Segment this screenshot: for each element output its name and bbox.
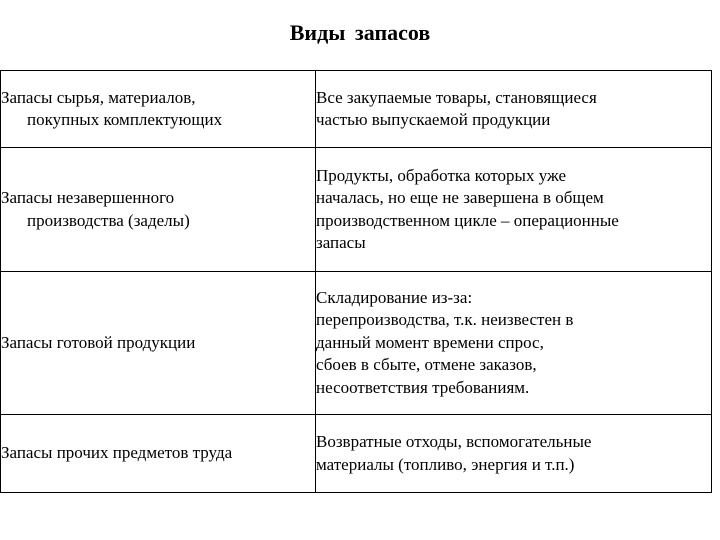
cell-line: Запасы незавершенного (1, 188, 175, 207)
page-title: Виды запасов (289, 20, 431, 45)
table-row (1, 71, 712, 148)
table-row (1, 415, 712, 493)
inventory-type-cell (1, 71, 316, 148)
description-cell (316, 415, 712, 493)
cell-line: материалы (топливо, энергия и т.п.) (316, 454, 575, 474)
cell-line: Возвратные отходы, вспомогательные (316, 432, 592, 451)
description-cell (316, 272, 712, 415)
cell-line: запасы (316, 233, 366, 252)
cell-line: данный момент времени спрос, (316, 332, 544, 352)
cell-line: производственном цикле – операционные (316, 210, 619, 230)
cell-line: Запасы прочих предметов труда (1, 443, 233, 463)
cell-line: Складирование из-за: (316, 287, 473, 307)
description-cell (316, 71, 712, 148)
cell-line: Запасы сырья, материалов, (1, 87, 196, 107)
cell-line: Запасы готовой продукции (1, 332, 196, 352)
table-row (1, 272, 712, 415)
cell-line: частью выпускаемой продукции (316, 110, 551, 129)
cell-line: несоответствия требованиям. (316, 377, 530, 397)
cell-line: производства (заделы) (27, 210, 190, 230)
inventory-types-table (0, 70, 712, 493)
inventory-type-cell (1, 415, 316, 493)
cell-line: сбоев в сбыте, отмене заказов, (316, 355, 537, 375)
table-row (1, 148, 712, 272)
inventory-type-cell (1, 148, 316, 272)
description-cell (316, 148, 712, 272)
cell-line: Продукты, обработка которых уже (316, 165, 567, 185)
cell-line: покупных комплектующих (27, 110, 223, 129)
cell-line: началась, но еще не завершена в общем (316, 188, 604, 207)
inventory-type-cell (1, 272, 316, 415)
cell-line: Все закупаемые товары, становящиеся (316, 87, 597, 107)
cell-line: перепроизводства, т.к. неизвестен в (316, 310, 574, 330)
